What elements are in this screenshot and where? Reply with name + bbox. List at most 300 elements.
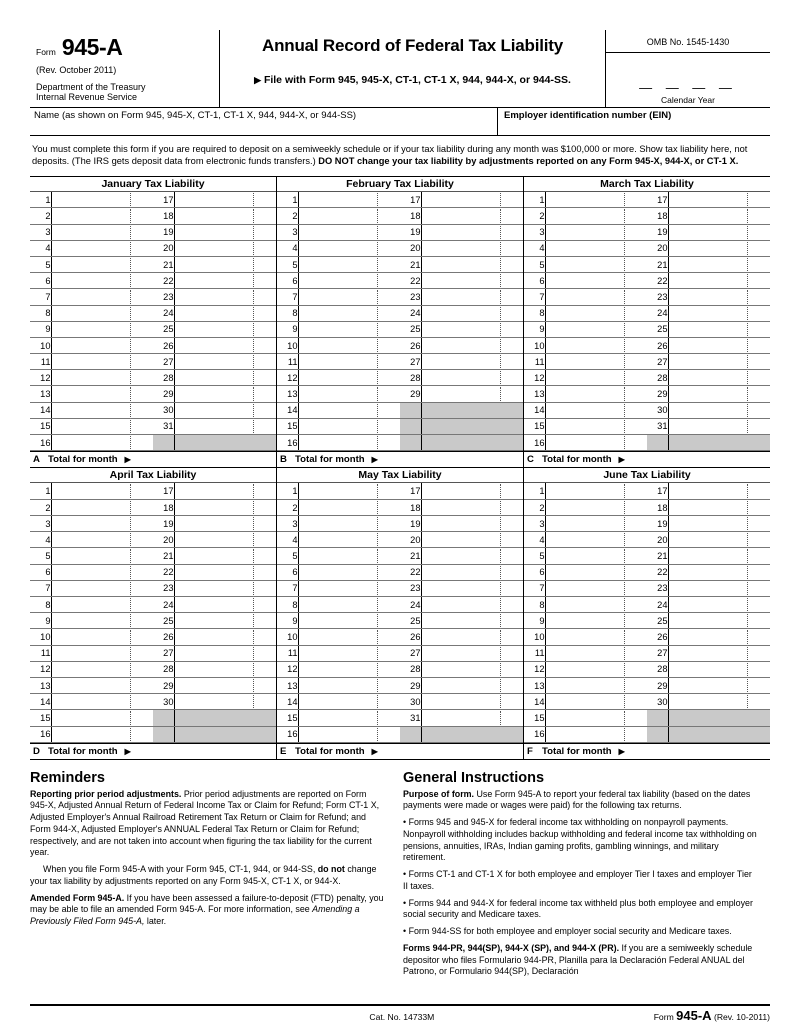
liability-input-left[interactable]: [51, 337, 153, 353]
liability-input-right[interactable]: [421, 548, 523, 564]
liability-input-left[interactable]: [545, 305, 647, 321]
month-day-table: [277, 483, 523, 743]
liability-input-right[interactable]: [668, 661, 770, 677]
liability-input-right[interactable]: [174, 386, 276, 402]
liability-input-right[interactable]: [421, 256, 523, 272]
liability-input-left[interactable]: [545, 418, 647, 434]
month-total-row[interactable]: [30, 743, 276, 760]
day-number-right: 22: [647, 273, 668, 289]
liability-input-left[interactable]: [51, 192, 153, 208]
day-number-right: 27: [400, 645, 421, 661]
day-number-right: 20: [647, 532, 668, 548]
liability-input-left[interactable]: [298, 564, 400, 580]
liability-input-left[interactable]: [298, 208, 400, 224]
liability-input-right[interactable]: [174, 564, 276, 580]
table-row: [30, 224, 276, 240]
liability-input-left[interactable]: [51, 580, 153, 596]
day-number-left: 14: [30, 402, 51, 418]
table-row: [277, 694, 523, 710]
liability-input-left[interactable]: [298, 694, 400, 710]
month-total-row[interactable]: [277, 451, 523, 468]
day-number-right: 23: [153, 289, 174, 305]
liability-input-left[interactable]: [545, 597, 647, 613]
month-total-row[interactable]: [30, 451, 276, 468]
day-number-left: 11: [277, 354, 298, 370]
liability-input-left[interactable]: [298, 370, 400, 386]
liability-input-left[interactable]: [545, 580, 647, 596]
day-number-left: 16: [524, 726, 545, 742]
day-number-left: 7: [30, 580, 51, 596]
liability-input-left[interactable]: [545, 354, 647, 370]
liability-input-right[interactable]: [668, 694, 770, 710]
day-number-left: 12: [30, 661, 51, 677]
liability-input-left[interactable]: [298, 256, 400, 272]
liability-input-left[interactable]: [545, 370, 647, 386]
day-number-right: 17: [400, 483, 421, 499]
day-number-left: 7: [30, 289, 51, 305]
liability-input-right[interactable]: [668, 418, 770, 434]
month-total-label: Total for month: [48, 454, 118, 466]
liability-input-right[interactable]: [668, 337, 770, 353]
liability-input-right[interactable]: [174, 516, 276, 532]
day-number-left: 12: [524, 661, 545, 677]
calendar-year-field[interactable]: [606, 53, 770, 107]
liability-input-right[interactable]: [174, 418, 276, 434]
liability-input-left[interactable]: [298, 240, 400, 256]
day-number-left: 3: [30, 224, 51, 240]
liability-input-left[interactable]: [51, 516, 153, 532]
liability-input-left[interactable]: [545, 548, 647, 564]
liability-input-right[interactable]: [174, 208, 276, 224]
day-number-right: 21: [153, 256, 174, 272]
day-number-left: 1: [30, 483, 51, 499]
liability-input-left[interactable]: [51, 354, 153, 370]
liability-input-right[interactable]: [174, 597, 276, 613]
liability-input-left[interactable]: [545, 224, 647, 240]
table-row: [524, 694, 770, 710]
liability-input-left[interactable]: [298, 580, 400, 596]
liability-input-right[interactable]: [421, 710, 523, 726]
ein-field[interactable]: [498, 108, 770, 135]
liability-input-left[interactable]: [545, 435, 647, 451]
day-number-left: 6: [30, 273, 51, 289]
liability-input-left[interactable]: [545, 256, 647, 272]
shaded-cell: [421, 435, 523, 451]
liability-input-left[interactable]: [51, 370, 153, 386]
liability-input-right[interactable]: [668, 240, 770, 256]
month-total-label: Total for month: [295, 745, 365, 757]
liability-input-right[interactable]: [668, 564, 770, 580]
liability-input-right[interactable]: [421, 370, 523, 386]
liability-input-left[interactable]: [51, 597, 153, 613]
day-number-left: 4: [30, 532, 51, 548]
liability-input-left[interactable]: [298, 677, 400, 693]
form-identifier: [36, 34, 213, 61]
month-day-table: [524, 192, 770, 452]
ein-label: Employer identification number (EIN): [504, 110, 672, 121]
liability-input-right[interactable]: [668, 613, 770, 629]
liability-input-left[interactable]: [298, 289, 400, 305]
liability-input-right[interactable]: [174, 613, 276, 629]
liability-input-left[interactable]: [51, 435, 153, 451]
month-total-row[interactable]: [524, 451, 770, 468]
liability-input-left[interactable]: [298, 597, 400, 613]
liability-input-right[interactable]: [421, 273, 523, 289]
table-row: [277, 677, 523, 693]
liability-input-left[interactable]: [298, 726, 400, 742]
liability-input-right[interactable]: [668, 224, 770, 240]
table-row: [30, 192, 276, 208]
liability-input-right[interactable]: [421, 694, 523, 710]
liability-input-left[interactable]: [298, 386, 400, 402]
liability-input-right[interactable]: [174, 499, 276, 515]
table-row: [524, 435, 770, 451]
liability-input-right[interactable]: [174, 580, 276, 596]
liability-input-right[interactable]: [668, 256, 770, 272]
liability-input-left[interactable]: [545, 710, 647, 726]
liability-input-left[interactable]: [51, 402, 153, 418]
liability-input-left[interactable]: [545, 483, 647, 499]
liability-input-left[interactable]: [545, 240, 647, 256]
paragraph-text: If you are a semiweekly schedule depositor who files Formulario 944-PR, Planilla para la Declaración Federal ANUAL del Patrono, or Formulario 944(SP), Declaración: [403, 942, 753, 977]
liability-input-left[interactable]: [298, 321, 400, 337]
liability-input-left[interactable]: [51, 386, 153, 402]
table-row: [277, 418, 523, 434]
liability-input-right[interactable]: [174, 677, 276, 693]
liability-input-left[interactable]: [51, 418, 153, 434]
liability-input-left[interactable]: [51, 548, 153, 564]
month-total-row[interactable]: [277, 743, 523, 760]
day-number-right: 22: [400, 273, 421, 289]
liability-input-left[interactable]: [51, 694, 153, 710]
liability-input-left[interactable]: [51, 256, 153, 272]
liability-input-right[interactable]: [174, 289, 276, 305]
liability-input-right[interactable]: [174, 370, 276, 386]
table-row: [30, 499, 276, 515]
liability-input-right[interactable]: [421, 386, 523, 402]
liability-input-right[interactable]: [421, 208, 523, 224]
liability-input-right[interactable]: [174, 548, 276, 564]
liability-input-left[interactable]: [545, 694, 647, 710]
liability-input-left[interactable]: [298, 532, 400, 548]
liability-input-left[interactable]: [51, 710, 153, 726]
table-row: [524, 710, 770, 726]
liability-input-right[interactable]: [174, 192, 276, 208]
liability-input-left[interactable]: [51, 645, 153, 661]
liability-input-right[interactable]: [668, 548, 770, 564]
liability-input-right[interactable]: [421, 499, 523, 515]
table-row: [277, 499, 523, 515]
month-total-letter: F: [527, 745, 533, 757]
liability-input-left[interactable]: [298, 499, 400, 515]
day-number-right: 18: [153, 499, 174, 515]
day-number-left: 13: [30, 677, 51, 693]
liability-input-right[interactable]: [668, 386, 770, 402]
day-number-right: 30: [647, 402, 668, 418]
day-number-left: 1: [277, 192, 298, 208]
liability-input-right[interactable]: [174, 661, 276, 677]
table-row: [277, 386, 523, 402]
day-number-right: 26: [153, 337, 174, 353]
liability-input-left[interactable]: [545, 208, 647, 224]
paragraph: [30, 789, 385, 860]
liability-input-right[interactable]: [668, 597, 770, 613]
day-number-left: 14: [277, 402, 298, 418]
day-number-left: 5: [277, 548, 298, 564]
month-total-letter: C: [527, 454, 534, 466]
day-number-left: 13: [524, 677, 545, 693]
shaded-cell: [174, 435, 276, 451]
liability-input-right[interactable]: [421, 629, 523, 645]
day-number-right: 31: [647, 418, 668, 434]
liability-input-left[interactable]: [298, 402, 400, 418]
liability-input-left[interactable]: [545, 661, 647, 677]
liability-input-left[interactable]: [51, 726, 153, 742]
liability-input-left[interactable]: [51, 564, 153, 580]
liability-input-left[interactable]: [51, 321, 153, 337]
day-number-right: 22: [647, 564, 668, 580]
shaded-cell: [400, 402, 421, 418]
liability-input-right[interactable]: [668, 580, 770, 596]
liability-input-right[interactable]: [668, 629, 770, 645]
liability-input-left[interactable]: [298, 516, 400, 532]
liability-input-left[interactable]: [51, 305, 153, 321]
shaded-cell: [668, 710, 770, 726]
liability-input-left[interactable]: [51, 224, 153, 240]
shaded-cell: [668, 435, 770, 451]
liability-input-right[interactable]: [421, 305, 523, 321]
table-row: [524, 516, 770, 532]
month-title: April Tax Liability: [30, 468, 276, 483]
liability-input-left[interactable]: [51, 289, 153, 305]
liability-input-left[interactable]: [51, 240, 153, 256]
liability-input-right[interactable]: [421, 597, 523, 613]
day-number-left: 5: [30, 548, 51, 564]
table-row: [277, 273, 523, 289]
name-label: Name (as shown on Form 945, 945-X, CT-1, CT-1 X, 944, 944-X, or 944-SS): [34, 110, 357, 121]
liability-input-right[interactable]: [668, 321, 770, 337]
liability-input-right[interactable]: [174, 256, 276, 272]
liability-input-right[interactable]: [174, 354, 276, 370]
table-row: [30, 240, 276, 256]
liability-input-left[interactable]: [51, 613, 153, 629]
liability-input-left[interactable]: [545, 321, 647, 337]
liability-input-right[interactable]: [668, 273, 770, 289]
liability-input-left[interactable]: [51, 629, 153, 645]
month-total-label: Total for month: [542, 454, 612, 466]
liability-input-left[interactable]: [545, 337, 647, 353]
liability-input-right[interactable]: [668, 532, 770, 548]
paragraph-text: Prior period adjustments are reported on Form 945-X, Adjusted Annual Return of Federal Income Tax or Claim for Refund; Form CT-1 X, Adjusted Employer's Annual Railroad Retirement Tax Return or Claim for Refund; and Form 944-X, Adjusted Employer's ANNUAL Federal Tax Return or Claim for Refund; respectively, and are not taken into account when figuring the tax liability for the current year.: [30, 788, 380, 858]
form-number: 945-A: [61, 34, 123, 60]
day-number-left: 4: [277, 532, 298, 548]
liability-input-right[interactable]: [421, 483, 523, 499]
liability-input-left[interactable]: [298, 710, 400, 726]
liability-input-right[interactable]: [668, 192, 770, 208]
liability-input-right[interactable]: [421, 354, 523, 370]
liability-input-right[interactable]: [174, 629, 276, 645]
table-row: [277, 564, 523, 580]
liability-input-left[interactable]: [51, 677, 153, 693]
table-row: [524, 726, 770, 742]
day-number-right: 29: [400, 386, 421, 402]
liability-input-left[interactable]: [545, 677, 647, 693]
month-total-row[interactable]: [524, 743, 770, 760]
liability-input-left[interactable]: [298, 483, 400, 499]
liability-input-left[interactable]: [298, 192, 400, 208]
day-number-left: 15: [524, 710, 545, 726]
liability-input-right[interactable]: [421, 516, 523, 532]
liability-input-left[interactable]: [298, 337, 400, 353]
month-total-letter: E: [280, 745, 287, 757]
liability-input-left[interactable]: [298, 629, 400, 645]
liability-input-left[interactable]: [545, 386, 647, 402]
liability-input-right[interactable]: [421, 337, 523, 353]
liability-input-left[interactable]: [298, 418, 400, 434]
paragraph-text: Use Form 945-A to report your federal tax liability (based on the dates payments were made or wages were paid) for the following tax returns.: [403, 788, 751, 811]
liability-input-right[interactable]: [421, 677, 523, 693]
day-number-right: 25: [647, 321, 668, 337]
liability-input-right[interactable]: [421, 661, 523, 677]
liability-input-left[interactable]: [545, 273, 647, 289]
catalog-number: Cat. No. 14733M: [369, 1012, 435, 1022]
table-row: [30, 597, 276, 613]
liability-input-right[interactable]: [668, 516, 770, 532]
liability-input-left[interactable]: [545, 289, 647, 305]
day-number-right: 22: [400, 564, 421, 580]
month-total-letter: A: [33, 454, 40, 466]
liability-input-right[interactable]: [421, 564, 523, 580]
liability-input-left[interactable]: [298, 354, 400, 370]
liability-input-left[interactable]: [545, 726, 647, 742]
liability-input-left[interactable]: [545, 192, 647, 208]
liability-input-left[interactable]: [545, 499, 647, 515]
liability-input-left[interactable]: [298, 661, 400, 677]
footer-form-word: Form: [653, 1012, 674, 1022]
liability-input-right[interactable]: [668, 370, 770, 386]
table-row: [30, 402, 276, 418]
liability-input-right[interactable]: [174, 321, 276, 337]
liability-input-right[interactable]: [421, 532, 523, 548]
liability-input-left[interactable]: [545, 629, 647, 645]
liability-input-left[interactable]: [545, 516, 647, 532]
liability-input-left[interactable]: [51, 499, 153, 515]
liability-input-right[interactable]: [421, 580, 523, 596]
day-number-left: 9: [524, 613, 545, 629]
liability-input-left[interactable]: [51, 483, 153, 499]
liability-input-left[interactable]: [298, 273, 400, 289]
liability-input-right[interactable]: [174, 305, 276, 321]
liability-input-left[interactable]: [51, 532, 153, 548]
liability-input-left[interactable]: [51, 273, 153, 289]
day-number-right: 23: [400, 580, 421, 596]
month-day-table: [277, 192, 523, 452]
footer-form-revision: (Rev. 10-2011): [713, 1012, 770, 1022]
intro-bold-text: DO NOT change your tax liability by adjustments reported on any Form 945-X, 944-X, or CT-1 X.: [318, 156, 739, 167]
liability-input-right[interactable]: [421, 613, 523, 629]
liability-input-right[interactable]: [421, 645, 523, 661]
liability-input-right[interactable]: [421, 321, 523, 337]
liability-input-right[interactable]: [421, 240, 523, 256]
liability-input-right[interactable]: [421, 192, 523, 208]
liability-input-right[interactable]: [668, 208, 770, 224]
liability-input-left[interactable]: [298, 548, 400, 564]
liability-input-right[interactable]: [668, 483, 770, 499]
liability-input-right[interactable]: [174, 532, 276, 548]
liability-input-left[interactable]: [298, 435, 400, 451]
liability-input-left[interactable]: [298, 224, 400, 240]
liability-input-left[interactable]: [545, 564, 647, 580]
day-number-right: 23: [153, 580, 174, 596]
liability-input-right[interactable]: [668, 289, 770, 305]
liability-input-left[interactable]: [298, 613, 400, 629]
table-row: [524, 483, 770, 499]
day-number-right: 25: [400, 321, 421, 337]
liability-input-left[interactable]: [545, 532, 647, 548]
liability-input-right[interactable]: [174, 337, 276, 353]
liability-input-right[interactable]: [668, 305, 770, 321]
day-number-left: 12: [30, 370, 51, 386]
liability-input-right[interactable]: [174, 402, 276, 418]
table-row: [30, 256, 276, 272]
month-block: [524, 468, 770, 760]
liability-input-right[interactable]: [668, 677, 770, 693]
paragraph: [403, 943, 758, 978]
day-number-left: 16: [30, 726, 51, 742]
instructions-heading: General Instructions: [403, 769, 545, 786]
liability-input-left[interactable]: [545, 402, 647, 418]
liability-input-left[interactable]: [298, 305, 400, 321]
liability-input-right[interactable]: [668, 645, 770, 661]
liability-input-left[interactable]: [298, 645, 400, 661]
table-row: [524, 289, 770, 305]
liability-input-right[interactable]: [174, 483, 276, 499]
name-field[interactable]: [30, 108, 498, 135]
day-number-left: 8: [30, 305, 51, 321]
day-number-right: 26: [400, 629, 421, 645]
liability-input-right[interactable]: [421, 289, 523, 305]
liability-input-right[interactable]: [668, 499, 770, 515]
day-number-left: 4: [30, 240, 51, 256]
liability-input-right[interactable]: [174, 224, 276, 240]
table-row: [30, 564, 276, 580]
day-number-right: 18: [647, 499, 668, 515]
liability-input-right[interactable]: [174, 273, 276, 289]
liability-input-left[interactable]: [545, 613, 647, 629]
liability-input-left[interactable]: [51, 661, 153, 677]
day-number-right: 20: [153, 240, 174, 256]
day-number-left: 10: [30, 629, 51, 645]
day-number-left: 8: [277, 597, 298, 613]
table-row: [277, 661, 523, 677]
day-number-right: 28: [647, 661, 668, 677]
table-row: [30, 694, 276, 710]
liability-input-right[interactable]: [174, 645, 276, 661]
liability-input-right[interactable]: [174, 694, 276, 710]
liability-input-left[interactable]: [545, 645, 647, 661]
month-title: March Tax Liability: [524, 177, 770, 192]
liability-input-right[interactable]: [174, 240, 276, 256]
liability-input-left[interactable]: [51, 208, 153, 224]
day-number-left: 4: [524, 240, 545, 256]
table-row: [277, 240, 523, 256]
liability-input-right[interactable]: [668, 402, 770, 418]
liability-input-right[interactable]: [421, 224, 523, 240]
table-row: [277, 224, 523, 240]
header-left-block: [30, 30, 220, 107]
liability-input-right[interactable]: [668, 354, 770, 370]
calendar-year-label: Calendar Year: [661, 95, 715, 105]
